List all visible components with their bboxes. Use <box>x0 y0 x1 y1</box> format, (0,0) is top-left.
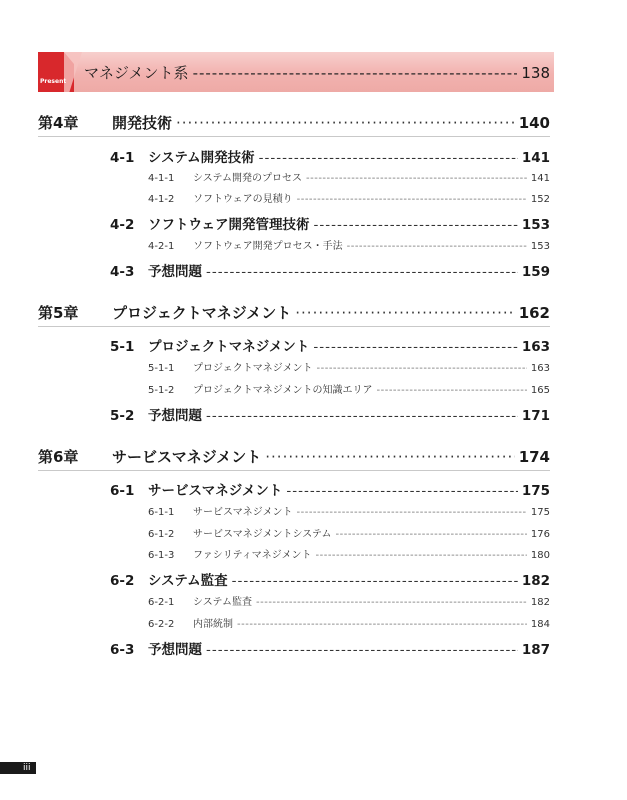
subsection-title: プロジェクトマネジメント <box>193 363 313 374</box>
subsection-6-2-2[interactable] <box>148 615 550 630</box>
section-page: 163 <box>521 339 550 355</box>
chapter-title: プロジェクトマネジメント <box>112 304 292 322</box>
subsection-6-1-3[interactable] <box>148 546 550 561</box>
leader-line <box>297 194 527 205</box>
page-number-tab <box>0 762 36 774</box>
section-number: 6-2 <box>110 573 135 589</box>
subsection-number: 6-2-2 <box>148 619 175 630</box>
section-title: 予想問題 <box>148 642 202 658</box>
section-title: 予想問題 <box>148 408 202 424</box>
chapter-number: 第4章 <box>38 114 79 132</box>
subsection-page: 182 <box>530 597 550 608</box>
section-page: 175 <box>521 483 550 499</box>
part-page: 138 <box>521 64 550 82</box>
leader-line <box>193 64 518 82</box>
section-title: プロジェクトマネジメント <box>148 339 310 355</box>
subsection-6-1-2[interactable] <box>148 525 550 540</box>
leader-line <box>259 150 518 166</box>
section-4-3[interactable] <box>110 260 550 280</box>
section-4-1[interactable] <box>110 146 550 166</box>
subsection-page: 163 <box>530 363 550 374</box>
subsection-page: 141 <box>530 173 550 184</box>
section-title: システム監査 <box>148 573 228 589</box>
subsection-title: システム開発のプロセス <box>193 173 302 184</box>
section-page: 153 <box>521 217 550 233</box>
subsection-6-1-1[interactable] <box>148 503 550 518</box>
subsection-page: 152 <box>530 194 550 205</box>
section-page: 182 <box>521 573 550 589</box>
section-page: 187 <box>521 642 550 658</box>
chapter-title: 開発技術 <box>112 114 173 132</box>
leader-line <box>347 241 527 252</box>
section-number: 4-1 <box>110 150 135 166</box>
leader-line <box>313 339 517 355</box>
leader-line <box>313 217 517 233</box>
part-heading[interactable] <box>84 62 550 83</box>
leader-line <box>265 448 514 466</box>
subsection-number: 6-1-1 <box>148 507 175 518</box>
leader-line <box>317 363 527 374</box>
subsection-page: 165 <box>530 385 550 396</box>
chapter-divider <box>38 326 550 327</box>
subsection-page: 153 <box>530 241 550 252</box>
leader-line <box>237 619 527 630</box>
chapter-5-heading[interactable] <box>38 302 550 323</box>
chapter-page: 162 <box>518 304 550 322</box>
subsection-title: ファシリティマネジメント <box>193 550 312 561</box>
leader-line <box>206 642 518 658</box>
subsection-number: 6-1-2 <box>148 529 175 540</box>
subsection-number: 5-1-2 <box>148 385 175 396</box>
subsection-number: 6-2-1 <box>148 597 175 608</box>
part-title: マネジメント系 <box>84 64 189 82</box>
section-6-3[interactable] <box>110 638 550 658</box>
leader-line <box>297 507 527 518</box>
leader-line <box>336 529 527 540</box>
subsection-number: 4-1-2 <box>148 194 175 205</box>
subsection-page: 175 <box>530 507 550 518</box>
section-page: 171 <box>521 408 550 424</box>
leader-line <box>232 573 518 589</box>
section-6-1[interactable] <box>110 479 550 499</box>
subsection-page: 180 <box>530 550 550 561</box>
subsection-title: ソフトウェアの見積り <box>193 194 293 205</box>
subsection-number: 4-1-1 <box>148 173 175 184</box>
section-5-1[interactable] <box>110 335 550 355</box>
subsection-number: 5-1-1 <box>148 363 175 374</box>
section-number: 4-3 <box>110 264 135 280</box>
subsection-4-2-1[interactable] <box>148 237 550 252</box>
subsection-number: 4-2-1 <box>148 241 175 252</box>
subsection-4-1-2[interactable] <box>148 190 550 205</box>
chapter-divider <box>38 136 550 137</box>
leader-line <box>176 114 515 132</box>
subsection-title: システム監査 <box>193 597 252 608</box>
chapter-page: 140 <box>518 114 550 132</box>
chapter-title: サービスマネジメント <box>112 448 262 466</box>
section-number: 4-2 <box>110 217 135 233</box>
section-title: 予想問題 <box>148 264 202 280</box>
subsection-page: 176 <box>530 529 550 540</box>
chapter-number: 第6章 <box>38 448 79 466</box>
subsection-title: 内部統制 <box>193 619 233 630</box>
section-6-2[interactable] <box>110 569 550 589</box>
subsection-6-2-1[interactable] <box>148 593 550 608</box>
subsection-4-1-1[interactable] <box>148 169 550 184</box>
leader-line <box>306 173 527 184</box>
section-number: 6-1 <box>110 483 135 499</box>
section-number: 5-2 <box>110 408 135 424</box>
subsection-title: ソフトウェア開発プロセス・手法 <box>193 241 343 252</box>
subsection-5-1-1[interactable] <box>148 359 550 374</box>
leader-line <box>206 264 518 280</box>
section-page: 141 <box>521 150 550 166</box>
section-number: 5-1 <box>110 339 135 355</box>
section-page: 159 <box>521 264 550 280</box>
chapter-6-heading[interactable] <box>38 446 550 467</box>
section-4-2[interactable] <box>110 213 550 233</box>
section-number: 6-3 <box>110 642 135 658</box>
subsection-number: 6-1-3 <box>148 550 175 561</box>
page-number: iii <box>23 763 31 773</box>
subsection-title: サービスマネジメント <box>193 507 293 518</box>
leader-line <box>377 385 527 396</box>
leader-line <box>295 304 514 322</box>
chapter-4-heading[interactable] <box>38 112 550 133</box>
part-badge-label: Present <box>40 78 67 85</box>
section-title: サービスマネジメント <box>148 483 283 499</box>
leader-line <box>206 408 518 424</box>
leader-line <box>316 550 527 561</box>
section-title: ソフトウェア開発管理技術 <box>148 217 310 233</box>
subsection-title: サービスマネジメントシステム <box>193 529 332 540</box>
subsection-title: プロジェクトマネジメントの知識エリア <box>193 385 373 396</box>
chapter-page: 174 <box>518 448 550 466</box>
chapter-divider <box>38 470 550 471</box>
leader-line <box>286 483 517 499</box>
subsection-page: 184 <box>530 619 550 630</box>
subsection-5-1-2[interactable] <box>148 381 550 396</box>
chapter-number: 第5章 <box>38 304 79 322</box>
section-5-2[interactable] <box>110 404 550 424</box>
section-title: システム開発技術 <box>148 150 255 166</box>
leader-line <box>256 597 527 608</box>
